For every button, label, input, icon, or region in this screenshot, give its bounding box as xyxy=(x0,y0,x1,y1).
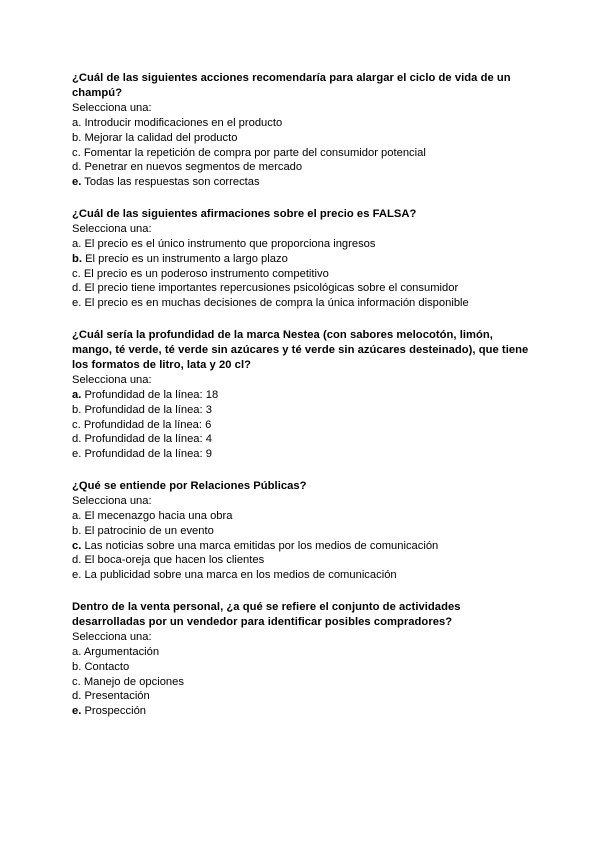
option-text: Fomentar la repetición de compra por parte del consumidor potencial xyxy=(83,146,426,159)
question-prompt: Selecciona una: xyxy=(72,630,152,643)
option-item xyxy=(72,689,532,704)
option-list xyxy=(72,388,532,462)
option-item xyxy=(72,660,532,675)
option-letter: d. xyxy=(72,690,82,703)
option-text: El patrocinio de un evento xyxy=(84,524,214,537)
option-text: Mejorar la calidad del producto xyxy=(84,131,238,144)
option-text: Profundidad de la línea: 6 xyxy=(83,418,212,431)
option-text: Introducir modificaciones en el producto xyxy=(84,117,283,129)
option-text: Profundidad de la línea: 18 xyxy=(84,388,219,401)
option-item xyxy=(72,403,532,418)
option-item xyxy=(72,509,532,524)
question-1 xyxy=(72,71,532,190)
option-list xyxy=(72,645,532,719)
option-text: El precio es en muchas decisiones de compra la única información disponible xyxy=(84,297,469,310)
option-text: Penetrar en nuevos segmentos de mercado xyxy=(84,161,303,174)
option-item xyxy=(72,553,532,568)
option-text: Manejo de opciones xyxy=(83,675,184,688)
question-title: ¿Cuál de las siguientes acciones recomendaría para alargar el ciclo de vida de un champú? xyxy=(72,72,511,99)
option-text: Argumentación xyxy=(83,645,160,658)
option-letter: c. xyxy=(72,539,82,552)
option-list xyxy=(72,509,532,583)
option-item xyxy=(72,524,532,539)
option-list xyxy=(72,116,532,190)
option-item xyxy=(72,704,532,719)
question-title: ¿Qué se entiende por Relaciones Públicas? xyxy=(72,479,307,492)
option-letter: d. xyxy=(72,554,82,567)
option-letter: e. xyxy=(72,448,82,461)
option-item xyxy=(72,131,532,146)
question-2 xyxy=(72,207,532,311)
option-item xyxy=(72,645,532,660)
option-text: El mecenazgo hacia una obra xyxy=(84,509,233,522)
question-prompt: Selecciona una: xyxy=(72,102,152,114)
option-item xyxy=(72,675,532,690)
question-5 xyxy=(72,600,532,719)
option-letter: c. xyxy=(72,418,81,431)
option-letter: e. xyxy=(72,176,82,189)
question-title: ¿Cuál sería la profundidad de la marca Nestea (con sabores melocotón, limón, mango, té verde, té verde sin azúcares y té verde sin azúcares desteinado), que tiene los formatos de litro, lata y 20 cl? xyxy=(72,328,529,371)
option-item xyxy=(72,281,532,296)
option-item xyxy=(72,388,532,403)
option-item xyxy=(72,539,532,554)
question-title: Dentro de la venta personal, ¿a qué se refiere el conjunto de actividades desarrolladas por un vendedor para identificar posibles compradores? xyxy=(72,600,461,628)
option-item xyxy=(72,146,532,161)
option-list xyxy=(72,237,532,311)
option-item xyxy=(72,296,532,311)
option-text: Todas las respuestas son correctas xyxy=(84,176,260,189)
question-list xyxy=(72,71,532,736)
option-item xyxy=(72,432,532,447)
option-item xyxy=(72,568,532,583)
question-prompt: Selecciona una: xyxy=(72,494,152,507)
option-letter: d. xyxy=(72,161,82,174)
option-letter: c. xyxy=(72,267,81,280)
option-text: El precio es un instrumento a largo plazo xyxy=(85,252,288,265)
option-letter: b. xyxy=(72,403,82,416)
question-prompt: Selecciona una: xyxy=(72,373,152,386)
option-item xyxy=(72,447,532,462)
option-text: La publicidad sobre una marca en los medios de comunicación xyxy=(84,569,397,582)
option-letter: e. xyxy=(72,569,82,582)
option-text: El boca-oreja que hacen los clientes xyxy=(84,554,265,567)
option-text: Profundidad de la línea: 3 xyxy=(84,403,212,416)
option-letter: c. xyxy=(72,675,81,688)
question-title: ¿Cuál de las siguientes afirmaciones sobre el precio es FALSA? xyxy=(72,207,417,220)
option-text: Prospección xyxy=(84,705,147,718)
option-item xyxy=(72,116,532,131)
option-item xyxy=(72,252,532,267)
option-letter: b. xyxy=(72,252,82,265)
option-text: Profundidad de la línea: 9 xyxy=(84,448,212,461)
option-text: El precio tiene importantes repercusiones psicológicas sobre el consumidor xyxy=(84,282,459,295)
option-text: Contacto xyxy=(84,660,130,673)
option-letter: a. xyxy=(72,388,82,401)
option-letter: e. xyxy=(72,297,82,310)
option-letter: a. xyxy=(72,645,82,658)
option-letter: d. xyxy=(72,282,82,295)
option-item xyxy=(72,175,532,190)
option-letter: a. xyxy=(72,117,82,129)
option-letter: d. xyxy=(72,433,82,446)
option-letter: e. xyxy=(72,705,82,718)
option-text: El precio es un poderoso instrumento competitivo xyxy=(83,267,329,280)
question-4 xyxy=(72,479,532,583)
option-text: Profundidad de la línea: 4 xyxy=(84,433,212,446)
option-letter: b. xyxy=(72,131,82,144)
option-item xyxy=(72,160,532,175)
option-text: Las noticias sobre una marca emitidas por los medios de comunicación xyxy=(84,539,439,552)
option-letter: a. xyxy=(72,237,82,250)
option-letter: c. xyxy=(72,146,81,159)
option-text: El precio es el único instrumento que proporciona ingresos xyxy=(84,237,376,250)
option-letter: a. xyxy=(72,509,82,522)
option-item xyxy=(72,267,532,282)
question-prompt: Selecciona una: xyxy=(72,222,152,235)
option-letter: b. xyxy=(72,660,82,673)
option-item xyxy=(72,418,532,433)
option-letter: b. xyxy=(72,524,82,537)
question-3 xyxy=(72,328,532,462)
option-item xyxy=(72,237,532,252)
option-text: Presentación xyxy=(84,690,150,703)
